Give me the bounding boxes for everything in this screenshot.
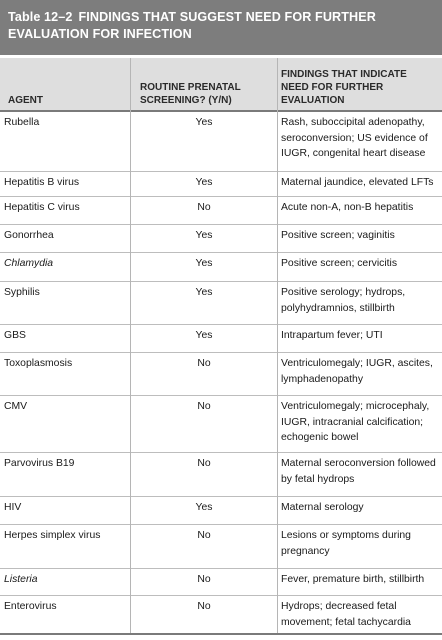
table-row [0, 569, 442, 596]
findings-cell: Acute non-A, non-B hepatitis [281, 202, 414, 213]
table-title-text: FINDINGS THAT SUGGEST NEED FOR FURTHER EVALUATION FOR INFECTION [8, 10, 376, 41]
table-bottom-rule [0, 633, 442, 635]
table-row [0, 282, 442, 325]
screening-cell: Yes [195, 230, 213, 241]
table-row [0, 253, 442, 282]
agent-cell: CMV [4, 401, 28, 412]
agent-cell: Enterovirus [4, 601, 57, 612]
findings-cell: Ventriculomegaly; microcephaly, IUGR, intracranial calcification; echogenic bowel [281, 401, 430, 443]
findings-cell: Positive screen; vaginitis [281, 230, 395, 241]
agent-cell: Hepatitis B virus [4, 177, 80, 188]
screening-cell: No [197, 458, 211, 469]
findings-cell: Positive serology; hydrops, polyhydramnios, stillbirth [281, 287, 406, 314]
agent-cell: Rubella [4, 117, 40, 128]
table-title [0, 0, 442, 55]
agent-cell: Toxoplasmosis [4, 358, 73, 369]
findings-cell: Rash, suboccipital adenopathy, seroconversion; US evidence of IUGR, congenital heart disease [281, 117, 428, 159]
screening-cell: No [197, 358, 211, 369]
table-row [0, 396, 442, 453]
table-row [0, 197, 442, 225]
agent-cell: Chlamydia [4, 258, 54, 269]
header-screening: ROUTINE PRENATAL SCREENING? (Y/N) [140, 82, 241, 106]
table-header [0, 58, 442, 112]
table-row [0, 225, 442, 253]
header-findings: FINDINGS THAT INDICATE NEED FOR FURTHER EVALUATION [281, 69, 407, 106]
agent-cell: Hepatitis C virus [4, 202, 80, 213]
screening-cell: No [197, 401, 211, 412]
table-row [0, 353, 442, 396]
screening-cell: No [197, 601, 211, 612]
header-agent: AGENT [8, 95, 43, 106]
table-row [0, 525, 442, 569]
screening-cell: Yes [195, 330, 213, 341]
findings-cell: Lesions or symptoms during pregnancy [281, 530, 411, 557]
agent-cell: Listeria [4, 574, 38, 585]
screening-cell: Yes [195, 177, 213, 188]
table-row [0, 172, 442, 197]
table-row [0, 453, 442, 497]
findings-cell: Ventriculomegaly; IUGR, ascites, lymphadenopathy [281, 358, 433, 385]
agent-cell: Syphilis [4, 287, 40, 298]
screening-cell: No [197, 202, 211, 213]
agent-cell: Herpes simplex virus [4, 530, 101, 541]
table-number: Table 12–2 [8, 10, 73, 24]
findings-cell: Maternal serology [281, 502, 364, 513]
agent-cell: GBS [4, 330, 26, 341]
table-row [0, 497, 442, 525]
findings-cell: Positive screen; cervicitis [281, 258, 398, 269]
findings-cell: Fever, premature birth, stillbirth [281, 574, 425, 585]
screening-cell: Yes [195, 287, 213, 298]
table-row [0, 596, 442, 634]
screening-cell: Yes [195, 258, 213, 269]
column-divider-2 [277, 58, 278, 634]
screening-cell: No [197, 530, 211, 541]
table-row [0, 325, 442, 353]
table-row [0, 112, 442, 172]
findings-cell: Maternal seroconversion followed by fetal hydrops [281, 458, 436, 485]
agent-cell: Gonorrhea [4, 230, 54, 241]
findings-cell: Intrapartum fever; UTI [281, 330, 383, 341]
agent-cell: Parvovirus B19 [4, 458, 75, 469]
agent-cell: HIV [4, 502, 22, 513]
screening-cell: Yes [195, 117, 213, 128]
screening-cell: No [197, 574, 211, 585]
column-divider-1 [130, 58, 131, 634]
screening-cell: Yes [195, 502, 213, 513]
findings-cell: Maternal jaundice, elevated LFTs [281, 177, 434, 188]
findings-cell: Hydrops; decreased fetal movement; fetal tachycardia [281, 601, 411, 628]
